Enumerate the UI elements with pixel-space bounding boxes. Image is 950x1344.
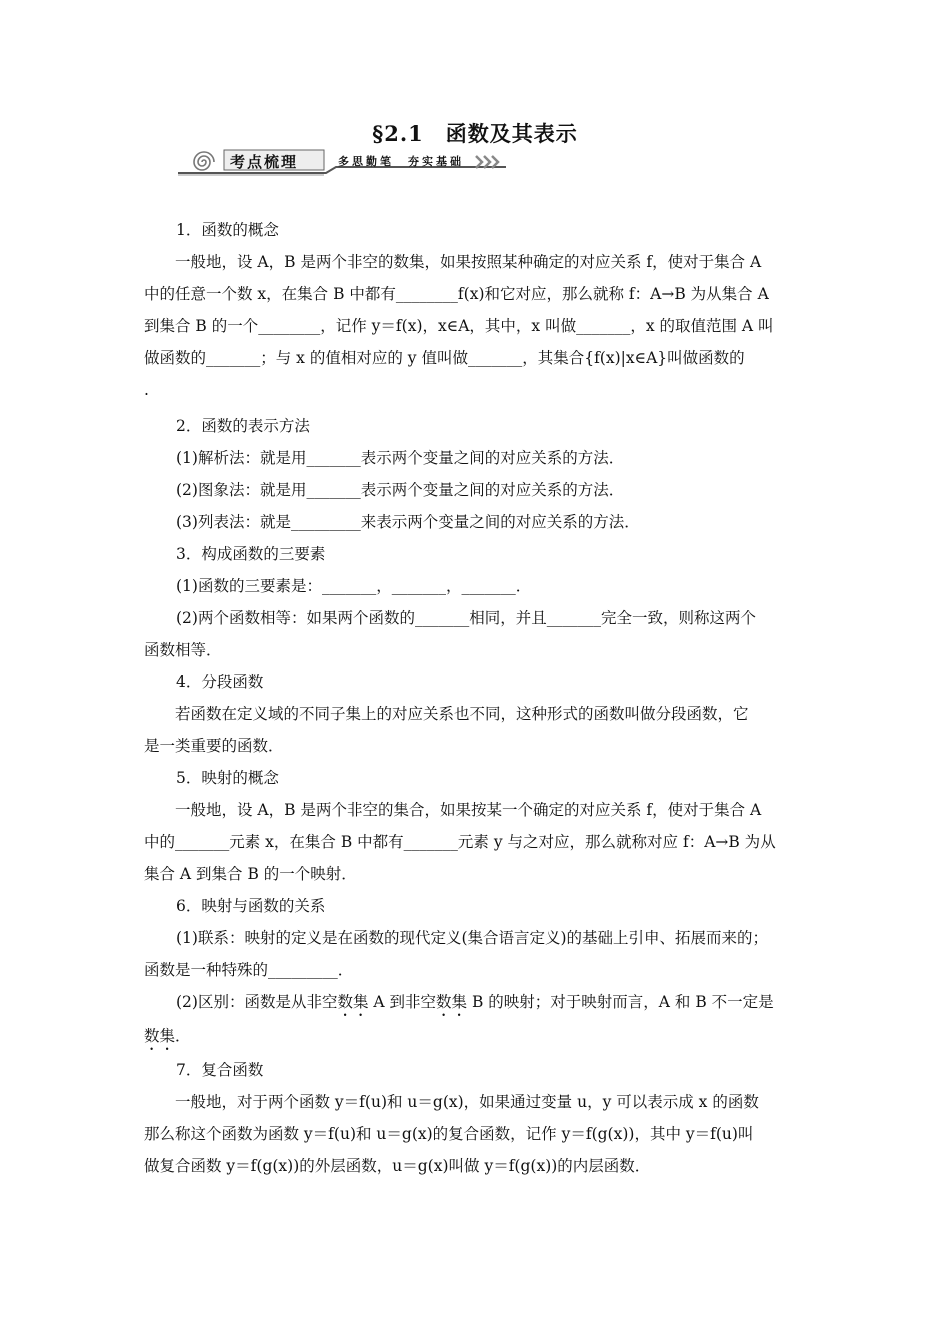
paragraph-line: 中的任意一个数 x，在集合 B 中都有________f(x)和它对应，那么就称 f：A→B 为从集合 A [144,285,769,303]
paragraph-line: (2)图象法：就是用_______表示两个变量之间的对应关系的方法． [176,481,625,499]
section-heading: 4．分段函数 [176,673,264,691]
text-run: (2)区别：函数是从非空 [176,993,338,1011]
paragraph-line: 中的_______元素 x，在集合 B 中都有_______元素 y 与之对应，那么就称对应 f：A→B 为从 [144,833,776,851]
section-heading: 5．映射的概念 [176,769,279,787]
text-run: A 到非空 [368,993,437,1011]
paragraph-line: 集合 A 到集合 B 的一个映射． [144,865,357,883]
paragraph-line: 那么称这个函数为函数 y＝f(u)和 u＝g(x)的复合函数，记作 y＝f(g(x))，其中 y＝f(u)叫 [144,1125,754,1143]
emphasized-text: 数集 [337,993,369,1011]
paragraph-line: 到集合 B 的一个________，记作 y＝f(x)，x∈A，其中，x 叫做_______，x 的取值范围 A 叫 [144,317,774,335]
text-run: B 的映射；对于映射而言，A 和 B 不一定是 [467,993,774,1011]
paragraph-line: (3)列表法：就是_________来表示两个变量之间的对应关系的方法． [176,513,640,531]
banner-motto: 多思勤笔 夯实基础 [338,155,464,168]
paragraph-line: (2)两个函数相等：如果两个函数的_______相同，并且_______完全一致，则称这两个 [176,609,756,627]
paragraph-line: 一般地，设 A，B 是两个非空的集合，如果按某一个确定的对应关系 f，使对于集合 A [175,801,762,819]
section-banner [176,148,506,178]
paragraph-line: 函数是一种特殊的_________． [144,961,354,979]
paragraph-line: 是一类重要的函数． [144,737,284,755]
section-heading: 2．函数的表示方法 [176,417,310,435]
paragraph-line: 一般地，设 A，B 是两个非空的数集，如果按照某种确定的对应关系 f，使对于集合 A [175,253,762,271]
emphasized-text: 数集． [144,1027,191,1045]
paragraph-line: 做函数的_______；与 x 的值相对应的 y 值叫做_______，其集合{f(x)|x∈A}叫做函数的 [144,349,745,367]
paragraph-line: 一般地，对于两个函数 y＝f(u)和 u＝g(x)，如果通过变量 u，y 可以表示成 x 的函数 [175,1093,759,1111]
document-body [144,214,810,1182]
paragraph-line: (1)联系：映射的定义是在函数的现代定义(集合语言定义)的基础上引申、拓展而来的； [176,929,769,947]
emphasized-text: 数集 [436,993,468,1011]
paragraph-line: 若函数在定义域的不同子集上的对应关系也不同，这种形式的函数叫做分段函数，它 [175,705,749,723]
paragraph-line: (1)解析法：就是用_______表示两个变量之间的对应关系的方法． [176,449,625,467]
section-heading: 7．复合函数 [176,1061,264,1079]
page-title: §2.1 函数及其表示 [372,121,578,146]
paragraph-line: . [144,381,149,399]
banner-label: 考点梳理 [230,153,299,171]
paragraph-line [144,986,810,1020]
section-heading: 3．构成函数的三要素 [176,545,326,563]
paragraph-line: 做复合函数 y＝f(g(x))的外层函数，u＝g(x)叫做 y＝f(g(x))的内层函数． [144,1157,651,1175]
paragraph-line: 函数相等． [144,641,222,659]
paragraph-line: (1)函数的三要素是：_______，_______，_______． [176,577,532,595]
section-heading: 6．映射与函数的关系 [176,897,326,915]
section-heading: 1．函数的概念 [176,221,279,239]
